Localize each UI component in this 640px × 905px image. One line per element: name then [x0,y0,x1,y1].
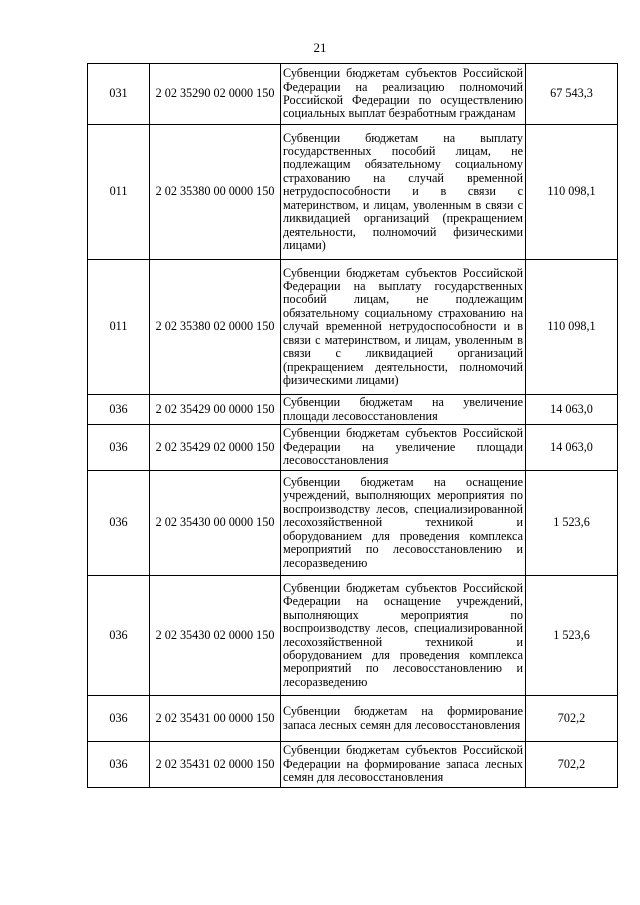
revenue-name-cell: Субвенции бюджетам субъектов Российской Федерации на реализацию полномочий Российской Федерации по осуществлению социальных выплат безработным гражданам [281,64,526,125]
budget-classification-code-cell: 2 02 35431 02 0000 150 [150,742,281,788]
budget-classification-code-cell: 2 02 35380 02 0000 150 [150,260,281,395]
admin-code-cell: 036 [88,696,150,742]
budget-classification-code-cell: 2 02 35380 00 0000 150 [150,125,281,260]
budget-classification-code-cell: 2 02 35290 02 0000 150 [150,64,281,125]
budget-classification-code-cell: 2 02 35430 02 0000 150 [150,576,281,696]
table-row [88,64,618,125]
table-row [88,425,618,471]
admin-code-cell: 036 [88,471,150,576]
table-row [88,395,618,425]
amount-cell: 1 523,6 [526,471,618,576]
budget-classification-code-cell: 2 02 35429 00 0000 150 [150,395,281,425]
admin-code-cell: 036 [88,395,150,425]
admin-code-cell: 036 [88,742,150,788]
budget-classification-code-cell: 2 02 35430 00 0000 150 [150,471,281,576]
table-row [88,696,618,742]
amount-cell: 702,2 [526,742,618,788]
admin-code-cell: 036 [88,425,150,471]
revenue-name-cell: Субвенции бюджетам на формирование запаса лесных семян для лесовосстановления [281,696,526,742]
budget-table [87,63,618,788]
revenue-name-cell: Субвенции бюджетам на оснащение учреждений, выполняющих мероприятия по воспроизводству лесов, специализированной лесохозяйственной техникой и оборудованием для проведения комплекса мероприятий по лесовосстановлению и лесоразведению [281,471,526,576]
budget-classification-code-cell: 2 02 35429 02 0000 150 [150,425,281,471]
amount-cell: 1 523,6 [526,576,618,696]
revenue-name-cell: Субвенции бюджетам субъектов Российской Федерации на увеличение площади лесовосстановления [281,425,526,471]
table-row [88,125,618,260]
admin-code-cell: 011 [88,125,150,260]
table-row [88,260,618,395]
revenue-name-cell: Субвенции бюджетам на выплату государственных пособий лицам, не подлежащим обязательному социальному страхованию на случай временной нетрудоспособности и в связи с материнством, и лицам, уволенным в связи с ликвидацией организаций (прекращением деятельности, полномочий физическими лицами) [281,125,526,260]
page-number: 21 [313,40,327,55]
revenue-name-cell: Субвенции бюджетам субъектов Российской Федерации на выплату государственных пособий лицам, не подлежащим обязательному социальному страхованию на случай временной нетрудоспособности и в связи с материнством, и лицам, уволенным в связи с ликвидацией организаций (прекращением деятельности, полномочий физическими лицами) [281,260,526,395]
budget-classification-code-cell: 2 02 35431 00 0000 150 [150,696,281,742]
revenue-name-cell: Субвенции бюджетам субъектов Российской Федерации на формирование запаса лесных семян для лесовосстановления [281,742,526,788]
revenue-name-cell: Субвенции бюджетам на увеличение площади лесовосстановления [281,395,526,425]
amount-cell: 67 543,3 [526,64,618,125]
table-row [88,742,618,788]
amount-cell: 702,2 [526,696,618,742]
table-row [88,576,618,696]
table-row [88,471,618,576]
admin-code-cell: 036 [88,576,150,696]
amount-cell: 14 063,0 [526,425,618,471]
revenue-name-cell: Субвенции бюджетам субъектов Российской Федерации на оснащение учреждений, выполняющих мероприятия по воспроизводству лесов, специализированной лесохозяйственной техникой и оборудованием для проведения комплекса мероприятий по лесовосстановлению и лесоразведению [281,576,526,696]
amount-cell: 110 098,1 [526,125,618,260]
amount-cell: 14 063,0 [526,395,618,425]
admin-code-cell: 031 [88,64,150,125]
admin-code-cell: 011 [88,260,150,395]
amount-cell: 110 098,1 [526,260,618,395]
